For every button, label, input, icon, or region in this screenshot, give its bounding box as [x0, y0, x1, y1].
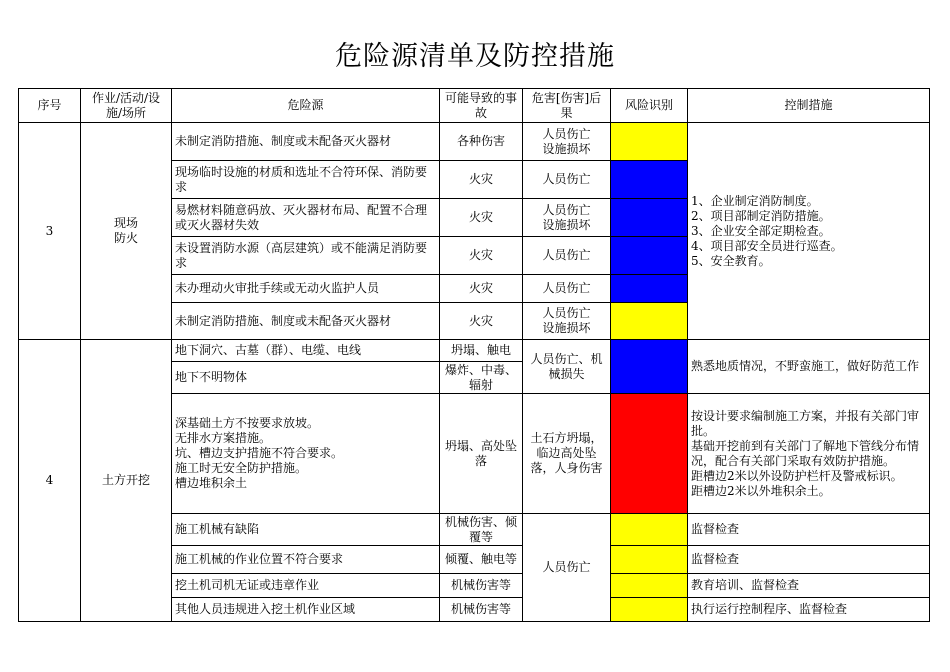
risk-level-yellow: [611, 123, 688, 161]
risk-level-blue: [611, 161, 688, 199]
hazard-cell: 施工机械的作业位置不符合要求: [172, 546, 440, 574]
hazard-cell: 易燃材料随意码放、灭火器材布局、配置不合理或灭火器材失效: [172, 199, 440, 237]
hazard-cell: 现场临时设施的材质和选址不合符环保、消防要求: [172, 161, 440, 199]
hazard-cell: 挖土机司机无证或违章作业: [172, 574, 440, 598]
hazard-table: [18, 88, 930, 622]
page-title: 危险源清单及防控措施: [335, 41, 615, 72]
control-cell: 教育培训、监督检查: [688, 574, 930, 598]
risk-level-blue: [611, 237, 688, 275]
accident-cell: 机械伤害、倾覆等: [440, 514, 523, 546]
hazard-cell: 未制定消防措施、制度或未配备灭火器材: [172, 303, 440, 340]
risk-level-yellow: [611, 598, 688, 622]
accident-cell: 火灾: [440, 237, 523, 275]
accident-cell: 各种伤害: [440, 123, 523, 161]
accident-cell: 坍塌、高处坠落: [440, 394, 523, 514]
accident-cell: 火灾: [440, 199, 523, 237]
risk-level-yellow: [611, 303, 688, 340]
risk-level-blue: [611, 340, 688, 394]
hazard-cell: 地下洞穴、古墓（群）、电缆、电线: [172, 340, 440, 362]
accident-cell: 坍塌、触电: [440, 340, 523, 362]
table-row: [19, 123, 930, 161]
accident-cell: 倾覆、触电等: [440, 546, 523, 574]
control-cell: 监督检查: [688, 514, 930, 546]
control-cell: 熟悉地质情况，不野蛮施工，做好防范工作: [688, 340, 930, 394]
consequence-cell: 人员伤亡、机械损失: [523, 340, 611, 394]
consequence-cell: 人员伤亡: [523, 514, 611, 622]
consequence-cell: 人员伤亡 设施损坏: [523, 199, 611, 237]
risk-level-blue: [611, 199, 688, 237]
section4-activity: 土方开挖: [81, 340, 172, 622]
accident-cell: 爆炸、中毒、辐射: [440, 362, 523, 394]
header-activity: 作业/活动/设施/场所: [81, 89, 172, 123]
control-cell: 监督检查: [688, 546, 930, 574]
risk-level-yellow: [611, 574, 688, 598]
header-risk: 风险识别: [611, 89, 688, 123]
header-accident: 可能导致的事故: [440, 89, 523, 123]
hazard-cell: 深基础土方不按要求放坡。 无排水方案措施。 坑、槽边支护措施不符合要求。 施工时无安全防护措施。 槽边堆积余土: [172, 394, 440, 514]
header-row: [19, 89, 930, 123]
accident-cell: 机械伤害等: [440, 574, 523, 598]
header-consequence: 危害[伤害]后果: [523, 89, 611, 123]
section3-no: 3: [19, 123, 81, 340]
header-control: 控制措施: [688, 89, 930, 123]
hazard-cell: 其他人员违规进入挖土机作业区域: [172, 598, 440, 622]
risk-level-yellow: [611, 546, 688, 574]
accident-cell: 火灾: [440, 275, 523, 303]
control-cell: 按设计要求编制施工方案，并报有关部门审批。 基础开挖前到有关部门了解地下管线分布情况，配合有关部门采取有效防护措施。 距槽边2米以外设防护栏杆及警戒标识。 距槽边2米以外堆积余土。: [688, 394, 930, 514]
hazard-cell: 未设置消防水源（高层建筑）或不能满足消防要求: [172, 237, 440, 275]
consequence-cell: 人员伤亡: [523, 161, 611, 199]
section3-control: 1、企业制定消防制度。 2、项目部制定消防措施。 3、企业安全部定期检查。 4、项目部安全员进行巡查。 5、安全教育。: [688, 123, 930, 340]
hazard-cell: 地下不明物体: [172, 362, 440, 394]
hazard-cell: 未办理动火审批手续或无动火监护人员: [172, 275, 440, 303]
hazard-cell: 未制定消防措施、制度或未配备灭火器材: [172, 123, 440, 161]
header-hazard: 危险源: [172, 89, 440, 123]
consequence-cell: 人员伤亡: [523, 275, 611, 303]
consequence-cell: 土石方坍塌，临边高处坠落，人身伤害: [523, 394, 611, 514]
header-no: 序号: [19, 89, 81, 123]
consequence-cell: 人员伤亡 设施损坏: [523, 123, 611, 161]
risk-level-yellow: [611, 514, 688, 546]
accident-cell: 机械伤害等: [440, 598, 523, 622]
accident-cell: 火灾: [440, 161, 523, 199]
section4-no: 4: [19, 340, 81, 622]
accident-cell: 火灾: [440, 303, 523, 340]
table-row: [19, 340, 930, 362]
risk-level-red: [611, 394, 688, 514]
risk-level-blue: [611, 275, 688, 303]
control-cell: 执行运行控制程序、监督检查: [688, 598, 930, 622]
consequence-cell: 人员伤亡: [523, 237, 611, 275]
consequence-cell: 人员伤亡 设施损坏: [523, 303, 611, 340]
section3-activity: 现场 防火: [81, 123, 172, 340]
hazard-cell: 施工机械有缺陷: [172, 514, 440, 546]
